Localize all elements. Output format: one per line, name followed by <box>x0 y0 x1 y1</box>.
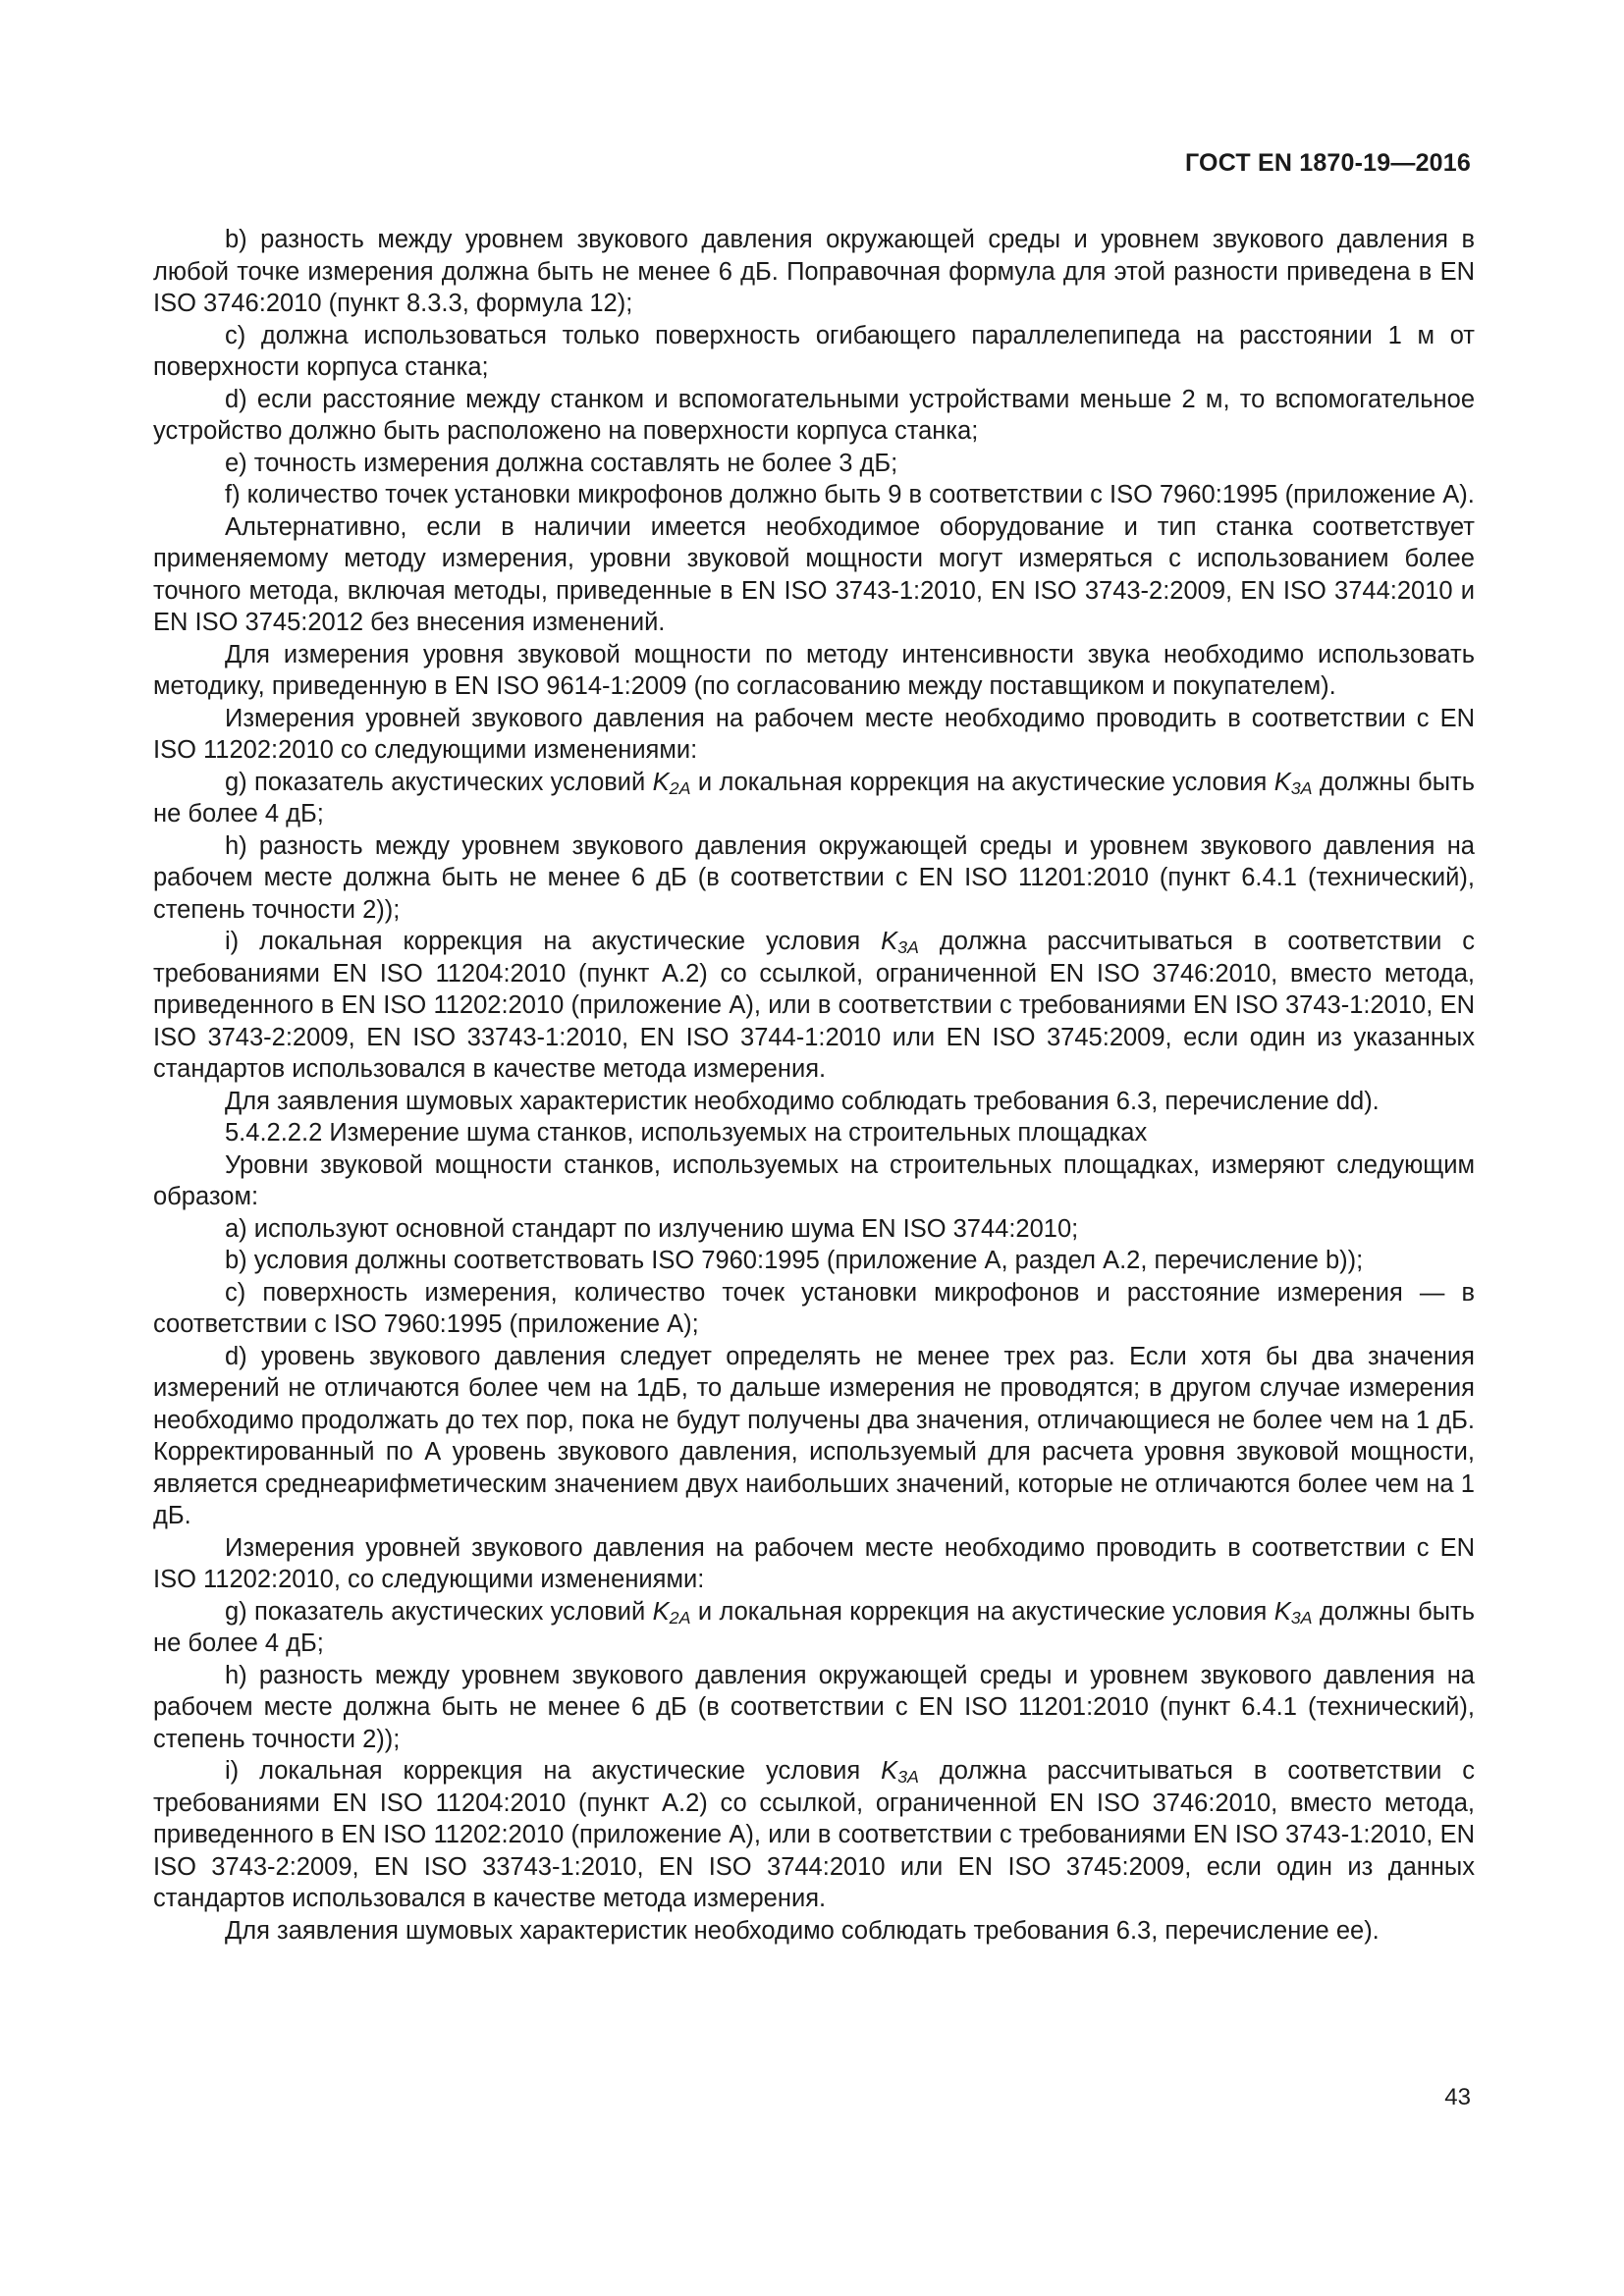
paragraph-workplace-measurement: Измерения уровней звукового давления на рабочем месте необходимо проводить в соответствии с EN ISO 11202:2010 со следующими изменениями: <box>153 704 1475 764</box>
item-i-tail: должна рассчитываться в соответствии с требованиями EN ISO 11204:2010 (пункт А.2) со ссылкой, ограниченной EN ISO 3746:2010, вместо метода, приведенного в EN ISO 11202:2010 (приложение А), или в соответствии с требованиями EN ISO 3743-1:2010, EN ISO 3743-2:2009, EN ISO 33743-1:2010, EN ISO 3744-1:2010 или EN ISO 3745:2009, если один из указанных стандартов использовался в качестве метода измерения. <box>153 928 1475 1083</box>
item-g-lead: g) показатель акустических условий <box>225 768 653 796</box>
item-g-tail: должны быть не более 4 дБ; <box>153 1597 1475 1657</box>
item-i-tail: должна рассчитываться в соответствии с требованиями EN ISO 11204:2010 (пункт А.2) со ссылкой, ограниченной EN ISO 3746:2010, вместо метода, приведенного в EN ISO 11202:2010 (приложение А), или в соответствии с требованиями EN ISO 3743-1:2010, EN ISO 3743-2:2009, EN ISO 33743-1:2010, EN ISO 3744:2010 или EN ISO 3745:2009, если один из данных стандартов использовался в качестве метода измерения. <box>153 1757 1475 1912</box>
paragraph-item-d-second: d) уровень звукового давления следует определять не менее трех раз. Если хотя бы два значения измерений не отличаются более чем на 1дБ, то дальше измерения не проводятся; в другом случае измерения необходимо продолжать до тех пор, пока не будут получены два значения, отличающиеся не более чем на 1 дБ. Корректированный по А уровень звукового давления, используемый для расчета уровня звуковой мощности, является среднеарифметическим значением двух наибольших значений, которые не отличаются более чем на 1 дБ. <box>153 1342 1475 1529</box>
item-g-tail: должны быть не более 4 дБ; <box>153 768 1475 828</box>
paragraph-item-b-second: b) условия должны соответствовать ISO 7960:1995 (приложение А, раздел А.2, перечисление b)); <box>225 1247 1364 1274</box>
document-body <box>153 224 1475 1947</box>
item-g-lead: g) показатель акустических условий <box>225 1597 653 1626</box>
paragraph-item-h-second: h) разность между уровнем звукового давления окружающей среды и уровнем звукового давления на рабочем месте должна быть не менее 6 дБ (в соответствии с EN ISO 11201:2010 (пункт 6.4.1 (технический), степень точности 2)); <box>153 1661 1475 1753</box>
k3a-symbol: $K_{3A}$ <box>881 928 919 957</box>
k2a-symbol: $K_{2A}$ <box>652 768 691 798</box>
paragraph-item-h-first: h) разность между уровнем звукового давления окружающей среды и уровнем звукового давления на рабочем месте должна быть не менее 6 дБ (в соответствии с EN ISO 11201:2010 (пункт 6.4.1 (технический), степень точности 2)); <box>153 831 1475 924</box>
document-header: ГОСТ EN 1870-19—2016 <box>1185 149 1471 177</box>
k2a-symbol: $K_{2A}$ <box>652 1597 691 1628</box>
item-i-lead: i) локальная коррекция на акустические условия <box>225 1757 882 1785</box>
item-g-middle: и локальная коррекция на акустические условия <box>690 768 1274 796</box>
paragraph-item-i-first <box>153 926 1475 1086</box>
section-heading-5-4-2-2-2: 5.4.2.2.2 Измерение шума станков, используемых на строительных площадках <box>225 1119 1148 1147</box>
item-i-lead: i) локальная коррекция на акустические условия <box>225 928 882 955</box>
paragraph-item-f: f) количество точек установки микрофонов должно быть 9 в соответствии с ISO 7960:1995 (приложение А). <box>225 481 1475 508</box>
k3a-symbol: $K_{3A}$ <box>881 1757 919 1787</box>
k3a-symbol: $K_{3A}$ <box>1273 768 1313 798</box>
paragraph-intensity-method: Для измерения уровня звуковой мощности по методу интенсивности звука необходимо использовать методику, приведенную в EN ISO 9614-1:2009 (по согласованию между поставщиком и покупателем). <box>153 640 1475 700</box>
paragraph-item-c: c) должна использоваться только поверхность огибающего параллелепипеда на расстоянии 1 м от поверхности корпуса станка; <box>153 321 1475 381</box>
paragraph-item-e: e) точность измерения должна составлять не более 3 дБ; <box>225 449 898 477</box>
paragraph-noise-declaration-ee: Для заявления шумовых характеристик необходимо соблюдать требования 6.3, перечисление ee). <box>225 1916 1380 1945</box>
paragraph-item-a: a) используют основной стандарт по излучению шума EN ISO 3744:2010; <box>225 1214 1079 1243</box>
paragraph-item-d: d) если расстояние между станком и вспомогательными устройствами меньше 2 м, то вспомогательное устройство должно быть расположено на поверхности корпуса станка; <box>153 385 1475 445</box>
item-g-middle: и локальная коррекция на акустические условия <box>690 1597 1274 1626</box>
page-number: 43 <box>1444 2084 1471 2110</box>
paragraph-item-g-second <box>153 1596 1475 1660</box>
paragraph-item-c-second: c) поверхность измерения, количество точек установки микрофонов и расстояние измерения — в соответствии с ISO 7960:1995 (приложение А); <box>153 1278 1475 1338</box>
paragraph-item-i-second <box>153 1755 1475 1915</box>
paragraph-construction-site-intro: Уровни звуковой мощности станков, используемых на строительных площадках, измеряют следующим образом: <box>153 1150 1475 1210</box>
paragraph-noise-declaration-dd: Для заявления шумовых характеристик необходимо соблюдать требования 6.3, перечисление dd). <box>225 1087 1380 1115</box>
paragraph-item-b: b) разность между уровнем звукового давления окружающей среды и уровнем звукового давления в любой точке измерения должна быть не менее 6 дБ. Поправочная формула для этой разности приведена в EN ISO 3746:2010 (пункт 8.3.3, формула 12); <box>153 226 1475 317</box>
paragraph-alternative-methods: Альтернативно, если в наличии имеется необходимое оборудование и тип станка соответствует применяемому методу измерения, уровни звуковой мощности могут измеряться с использованием более точного метода, включая методы, приведенные в EN ISO 3743-1:2010, EN ISO 3743-2:2009, EN ISO 3744:2010 и EN ISO 3745:2012 без внесения изменений. <box>153 512 1475 636</box>
paragraph-item-g-first <box>153 767 1475 830</box>
k3a-symbol: $K_{3A}$ <box>1273 1597 1313 1628</box>
paragraph-workplace-measurement-second: Измерения уровней звукового давления на рабочем месте необходимо проводить в соответствии с EN ISO 11202:2010, со следующими изменениями: <box>153 1533 1475 1593</box>
